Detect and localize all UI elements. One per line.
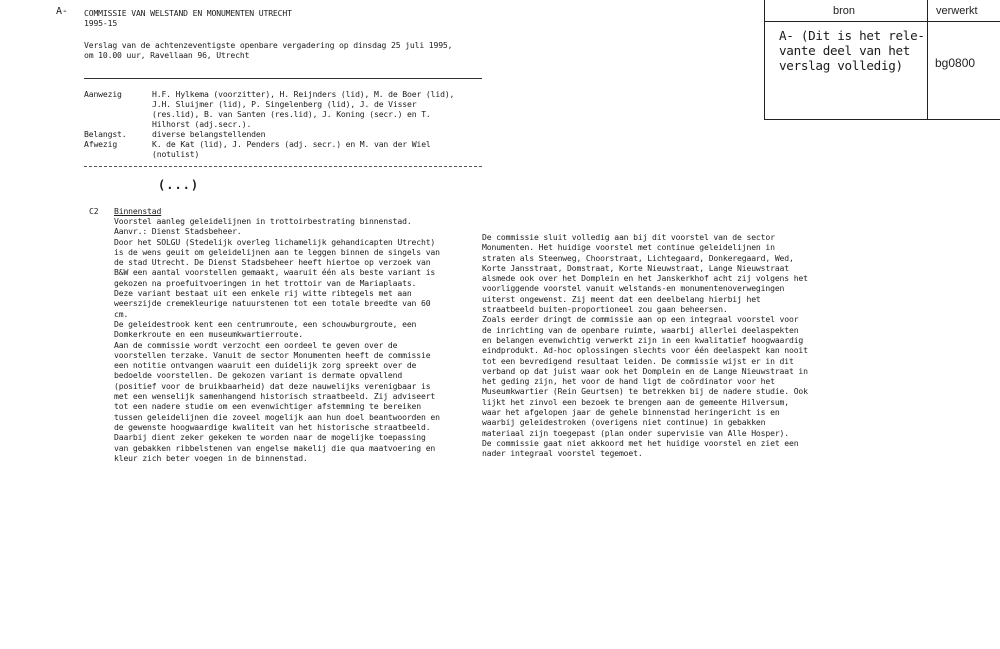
text-line: het geding zijn, het voor de hand ligt de coördinator voor het (482, 376, 775, 387)
text-line: Domkerkroute en een museumkwartierroute. (114, 329, 303, 340)
text-line: Zoals eerder dringt de commissie aan op een integraal voorstel voor (482, 314, 799, 325)
present-label: Aanwezig (84, 89, 122, 99)
text-line: is de wens geuit om geleidelijnen aan te leggen binnen de singels van (114, 246, 440, 257)
item-code: C2 (89, 206, 99, 216)
text-line: voorliggende voorstel vanuit welstands-en monumentenoverwegingen (482, 283, 785, 294)
verwerkt-value: bg0800 (935, 56, 976, 70)
text-line: tot een bevredigend resultaat leiden. De commissie wijst er in dit (482, 355, 794, 366)
text-line: materiaal zijn toegepast (plan onder supervisie van Alle Hosper). (482, 427, 789, 438)
report-title-line-1: Verslag van de achtenzeventigste openbare vergadering op dinsdag 25 juli 1995, (84, 40, 453, 50)
text-line: Deze variant bestaat uit een enkele rij witte ribtegels met aan (114, 288, 412, 299)
report-title-line-2: om 10.00 uur, Ravellaan 96, Utrecht (84, 50, 250, 60)
text-line: Museumkwartier (Rein Geurtsen) te betrekken bij de nadere studie. Ook (482, 386, 808, 397)
text-line: Aan de commissie wordt verzocht een oordeel te geven over de (114, 339, 398, 350)
text-line: straatbeeld buiten-proportioneel zou gaan beheersen. (482, 304, 728, 315)
text-line: eindprodukt. Ad-hoc oplossingen slechts voor één deelaspekt kan nooit (482, 345, 808, 356)
text-line: de stad Utrecht. De Dienst Stadsbeheer heeft hiertoe op verzoek van (114, 257, 431, 268)
item-right-column (482, 232, 808, 459)
text-line: waarbij geleidestroken (overigens niet continue) in gebakken (482, 417, 766, 428)
source-box-column-divider (927, 0, 928, 119)
text-line: kleur zich beter voegen in de binnenstad. (114, 452, 308, 463)
margin-marker: A- (56, 6, 68, 17)
interested-value: diverse belangstellenden (152, 129, 266, 139)
text-line: voorstellen terzake. Vanuit de sector Monumenten heeft de commissie (114, 349, 431, 360)
text-line: cm. (114, 308, 129, 319)
text-line: Voorstel aanleg geleidelijnen in trottoirbestrating binnenstad. (114, 216, 412, 226)
omission-ellipsis: (...) (158, 178, 200, 192)
text-line: tussen geleidelijnen die zoveel mogelijk aan hun doel beantwoorden en (114, 411, 440, 422)
text-line: Korte Jansstraat, Domstraat, Korte Nieuwstraat, Lange Nieuwstraat (482, 262, 789, 273)
text-line: een notitie ontvangen waaruit een duidelijk zorg spreekt over de (114, 360, 417, 371)
text-line: Door het SOLGU (Stedelijk overleg lichamelijk gehandicapten Utrecht) (114, 236, 436, 247)
column-header-verwerkt: verwerkt (936, 5, 978, 17)
text-line: B&W een aantal voorstellen gemaakt, waaruit één als beste variant is (114, 267, 436, 278)
item-title: Binnenstad (114, 206, 162, 216)
org-name: COMMISSIE VAN WELSTAND EN MONUMENTEN UTRECHT (84, 8, 292, 18)
text-line: Daarbij dient zeker gekeken te worden naar de mogelijke toepassing (114, 432, 426, 443)
text-line: verband op dat juist waar ook het Domplein en de Lange Nieuwstraat in (482, 365, 808, 376)
text-line: Aanvr.: Dienst Stadsbeheer. (114, 226, 242, 237)
text-line: De commissie sluit volledig aan bij dit voorstel van de sector (482, 232, 775, 242)
bron-note: A- (Dit is het rele- vante deel van het verslag volledig) (779, 28, 925, 73)
text-line: De commissie gaat niet akkoord met het huidige voorstel en ziet een (482, 437, 799, 448)
text-line: bedoelde voorstellen. De gekozen variant is dermate opvallend (114, 370, 403, 381)
text-line: lijkt het zinvol een bezoek te brengen aan de gemeente Hilversum, (482, 396, 789, 407)
present-line: H.F. Hylkema (voorzitter), H. Reijnders (lid), M. de Boer (lid), (152, 89, 455, 99)
attendance-divider (84, 166, 482, 167)
column-header-bron: bron (833, 5, 856, 17)
absent-line: (notulist) (152, 149, 200, 159)
text-line: (positief voor de bruikbaarheid) dat deze nauwelijks verenigbaar is (114, 380, 431, 391)
text-line: de gewenste hoogwaardige kwaliteit van het historische straatbeeld. (114, 421, 431, 432)
text-line: alsmede ook over het Domplein en het Janskerkhof acht zij volgens het (482, 273, 808, 284)
absent-label: Afwezig (84, 139, 118, 149)
report-reference: 1995-15 (84, 18, 118, 28)
text-line: uiterst ongewenst. Zij meent dat een deelbelang hierbij het (482, 293, 761, 304)
present-line: J.H. Sluijmer (lid), P. Singelenberg (lid), J. de Visser (152, 99, 417, 109)
present-line: (res.lid), B. van Santen (res.lid), J. Koning (secr.) en T. (152, 109, 431, 119)
text-line: de inrichting van de openbare ruimte, waarbij allerlei deelaspekten (482, 324, 799, 335)
text-line: De geleidestrook kent een centrumroute, een schouwburgroute, een (114, 318, 417, 329)
text-line: Monumenten. Het huidige voorstel met continue geleidelijnen in (482, 242, 775, 253)
text-line: met een wenselijk samenhangend historisch straatbeeld. Zij adviseert (114, 391, 436, 402)
absent-line: K. de Kat (lid), J. Penders (adj. secr.) en M. van der Wiel (152, 139, 431, 149)
text-line: waar het afgelopen jaar de gehele binnenstad heringericht is en (482, 407, 780, 418)
text-line: gekozen na proefuitvoeringen in het trottoir van de Mariaplaats. (114, 277, 417, 288)
text-line: tot een nadere studie om een evenwichtiger afstemming te bereiken (114, 401, 421, 412)
interested-label: Belangst. (84, 129, 127, 139)
text-line: nader integraal voorstel tegemoet. (482, 448, 643, 459)
header-divider (84, 78, 482, 79)
item-left-column (114, 216, 440, 463)
text-line: van gebakken ribbelstenen van engelse makelij die qua maatvoering en (114, 442, 436, 453)
text-line: straten als Steenweg, Choorstraat, Lichtegaard, Donkeregaard, Wed, (482, 252, 794, 263)
text-line: en belangen evenwichtig verwerkt zijn in een kwalitatief hoogwaardig (482, 334, 804, 345)
present-line: Hilhorst (adj.secr.). (152, 119, 252, 129)
text-line: weerszijde cremekleurige natuurstenen tot een totale breedte van 60 (114, 298, 431, 309)
